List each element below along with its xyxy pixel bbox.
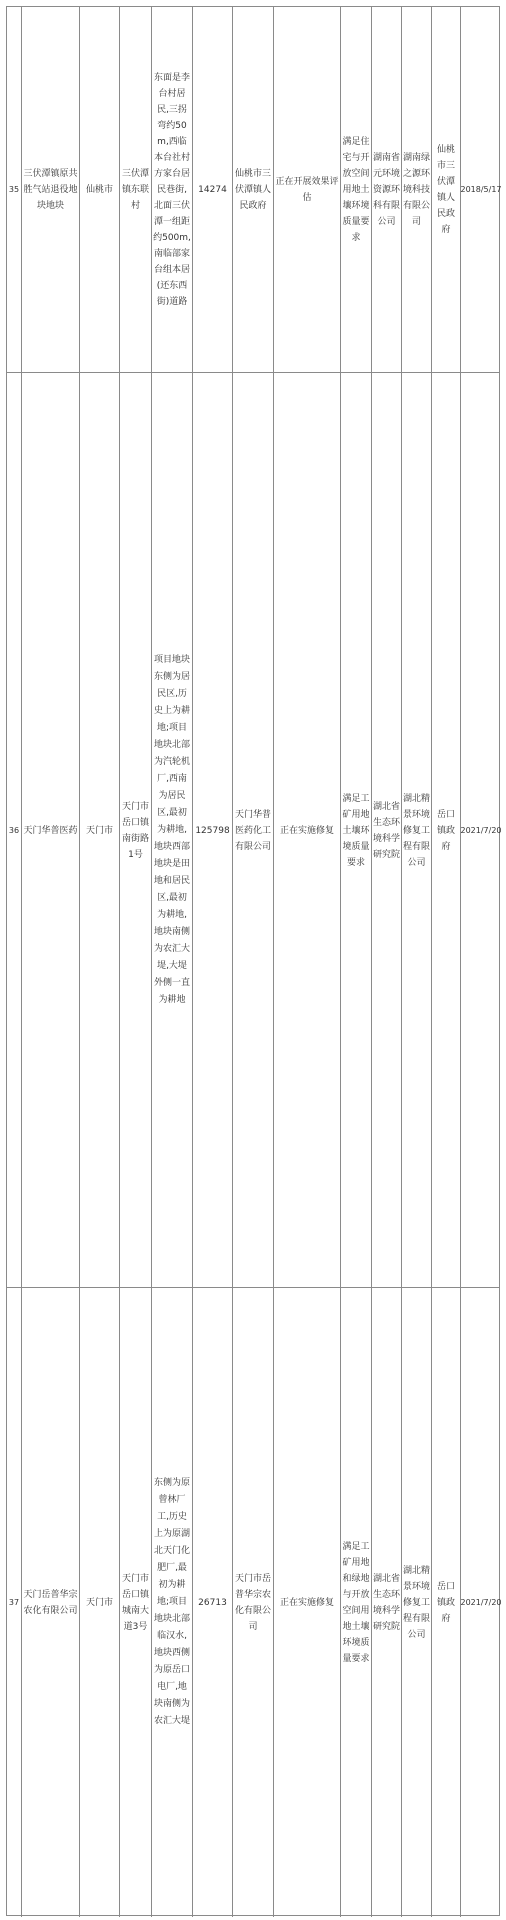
- table-row: [7, 373, 502, 1288]
- site-surroundings: 东侧为原曾林厂工,历史上为原湖北天门化肥厂,最初为耕地;项目地块北部临汉水,地块西侧为原岳口电厂,地块南侧为农汇大堤: [153, 1478, 190, 1726]
- table-row: [7, 7, 502, 373]
- assessment-org: 湖北省生态环境科学研究院: [373, 1573, 401, 1632]
- record-date: 2021/7/20: [460, 1597, 502, 1607]
- city-name: 天门市: [85, 825, 113, 836]
- row-number: 36: [8, 825, 20, 835]
- supervising-government: 岳口镇政府: [436, 809, 455, 852]
- record-date: 2018/5/17: [460, 185, 502, 194]
- site-name: 天门岳普华宗农化有限公司: [23, 1589, 78, 1616]
- site-surroundings: 东面是李台村居民,三拐弯约50m,西临本台社村方家台居民巷街,北面三伏潭一组距约500m,南临部家台组本居(还东西街)道路: [153, 73, 191, 307]
- assessment-org: 湖北省生态环境科学研究院: [373, 801, 401, 860]
- site-address: 天门市岳口镇城南大道3号: [121, 1573, 149, 1632]
- responsible-unit: 天门华普医药化工有限公司: [234, 809, 271, 852]
- assessment-org: 湖南省元环境资源环科有限公司: [373, 153, 401, 227]
- supervising-government: 仙桃市三伏潭镇人民政府: [436, 145, 455, 235]
- work-stage: 正在实施修复: [279, 1597, 334, 1608]
- work-stage: 正在实施修复: [279, 825, 334, 836]
- row-number: 37: [8, 1597, 20, 1607]
- record-date: 2021/7/20: [460, 825, 502, 835]
- remediation-org: 湖北精景环境修复工程有限公司: [403, 1565, 431, 1640]
- remediation-target: 满足住宅与开放空间用地土壤环境质量要求: [342, 137, 370, 243]
- site-address: 天门市岳口镇南街路1号: [121, 801, 149, 860]
- remediation-org: 湖南绿之源环境科技有限公司: [403, 153, 431, 227]
- contaminated-site-table: [6, 6, 500, 1916]
- work-stage: 正在开展效果评估: [275, 177, 339, 203]
- site-area: 125798: [195, 825, 230, 836]
- site-address: 三伏潭镇东联村: [121, 169, 149, 211]
- remediation-target: 满足工矿用地土壤环境质量要求: [342, 793, 370, 868]
- supervising-government: 岳口镇政府: [436, 1581, 455, 1624]
- city-name: 天门市: [85, 1597, 113, 1608]
- responsible-unit: 仙桃市三伏潭镇人民政府: [234, 169, 271, 211]
- site-name: 三伏潭镇原共胜气站退役地块地块: [23, 169, 78, 211]
- remediation-org: 湖北精景环境修复工程有限公司: [403, 793, 431, 868]
- city-name: 仙桃市: [85, 185, 113, 195]
- remediation-target: 满足工矿用地和绿地与开放空间用地土壤环境质量要求: [342, 1541, 370, 1664]
- table-row: [7, 1288, 502, 1917]
- site-area: 26713: [198, 1597, 227, 1608]
- site-name: 天门华普医药: [23, 825, 78, 836]
- site-area: 14274: [198, 185, 227, 195]
- row-number: 35: [8, 185, 20, 194]
- responsible-unit: 天门市岳普华宗农化有限公司: [234, 1573, 271, 1632]
- site-surroundings: 项目地块东侧为居民区,历史上为耕地;项目地块北部为汽轮机厂,西南为居民区,最初为耕地,地块西部地块是田地和居民区,最初为耕地,地块南侧为农汇大堤,大堤外侧一直为耕地: [153, 655, 190, 1005]
